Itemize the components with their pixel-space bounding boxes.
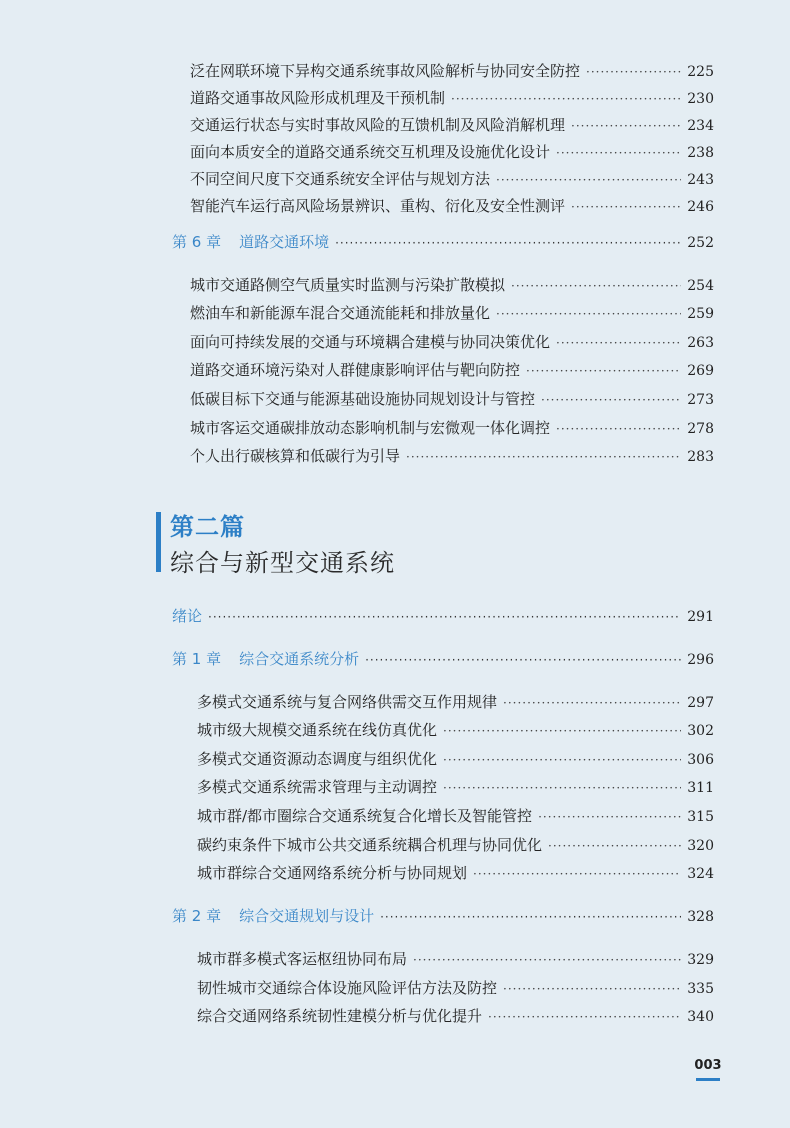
toc-entry	[197, 692, 714, 713]
entry-page: 302	[687, 723, 714, 739]
entry-title: 城市群综合交通网络系统分析与协同规划	[197, 864, 468, 882]
toc-entry	[190, 196, 714, 217]
entry-title: 低碳目标下交通与能源基础设施协同规划设计与管控	[190, 390, 536, 408]
entry-title: 面向本质安全的道路交通系统交互机理及设施优化设计	[190, 143, 551, 161]
leader-dots	[451, 89, 681, 109]
entry-title: 多模式交通资源动态调度与组织优化	[197, 750, 438, 768]
leader-dots	[365, 650, 681, 670]
entry-title: 城市群/都市圈综合交通系统复合化增长及智能管控	[197, 807, 533, 825]
leader-dots	[556, 419, 681, 439]
chapter-page: 328	[687, 909, 714, 925]
entry-page: 335	[687, 981, 714, 997]
intro-title: 绪论	[172, 607, 203, 625]
entry-page: 259	[687, 306, 714, 322]
chapter-title: 综合交通系统分析	[239, 650, 360, 668]
leader-dots	[526, 361, 681, 381]
entry-page: 297	[687, 695, 714, 711]
toc-entry	[190, 303, 714, 324]
leader-dots	[556, 333, 681, 353]
leader-dots	[541, 390, 681, 410]
entry-title: 城市交通路侧空气质量实时监测与污染扩散模拟	[190, 276, 506, 294]
chapter-title: 综合交通规划与设计	[239, 907, 375, 925]
entry-title: 多模式交通系统需求管理与主动调控	[197, 778, 438, 796]
toc-entry	[190, 446, 714, 467]
leader-dots	[503, 693, 681, 713]
entry-title: 面向可持续发展的交通与环境耦合建模与协同决策优化	[190, 333, 551, 351]
chapter-title: 道路交通环境	[239, 233, 330, 251]
entry-page: 306	[687, 752, 714, 768]
entry-page: 278	[687, 421, 714, 437]
entry-title: 综合交通网络系统韧性建模分析与优化提升	[197, 1007, 483, 1025]
entry-page: 315	[687, 809, 714, 825]
toc-entry	[197, 949, 714, 970]
leader-dots	[548, 836, 681, 856]
intro-heading	[172, 606, 714, 627]
toc-entry	[190, 332, 714, 353]
page-number-underline	[696, 1078, 720, 1081]
entry-page: 320	[687, 838, 714, 854]
entry-title: 多模式交通系统与复合网络供需交互作用规律	[197, 693, 498, 711]
entry-page: 234	[687, 118, 714, 134]
toc-entry	[197, 777, 714, 798]
leader-dots	[571, 116, 681, 136]
entry-title: 燃油车和新能源车混合交通流能耗和排放量化	[190, 304, 491, 322]
chapter-heading	[172, 232, 714, 253]
part-title: 综合与新型交通系统	[170, 549, 395, 577]
leader-dots	[503, 979, 681, 999]
toc-entry	[190, 169, 714, 190]
entry-page: 269	[687, 363, 714, 379]
toc-entry	[190, 275, 714, 296]
leader-dots	[413, 950, 681, 970]
intro-page: 291	[687, 609, 714, 625]
chapter-page: 296	[687, 652, 714, 668]
leader-dots	[380, 907, 681, 927]
chapter-page: 252	[687, 235, 714, 251]
entry-title: 道路交通事故风险形成机理及干预机制	[190, 89, 446, 107]
toc-entry	[197, 806, 714, 827]
toc-entry	[190, 389, 714, 410]
leader-dots	[443, 750, 681, 770]
entry-page: 283	[687, 449, 714, 465]
entry-title: 泛在网联环境下异构交通系统事故风险解析与协同安全防控	[190, 62, 581, 80]
leader-dots	[496, 170, 681, 190]
chapter-number: 第 2 章	[172, 907, 222, 925]
leader-dots	[443, 778, 681, 798]
leader-dots	[335, 233, 681, 253]
leader-dots	[406, 447, 681, 467]
entry-title: 城市群多模式客运枢纽协同布局	[197, 950, 408, 968]
part-accent-bar	[156, 512, 161, 572]
entry-title: 个人出行碳核算和低碳行为引导	[190, 447, 401, 465]
chapter-heading	[172, 649, 714, 670]
entry-page: 263	[687, 335, 714, 351]
entry-title: 韧性城市交通综合体设施风险评估方法及防控	[197, 979, 498, 997]
page-number: 003	[694, 1058, 722, 1073]
toc-entry	[197, 1006, 714, 1027]
toc-entry	[190, 61, 714, 82]
leader-dots	[488, 1007, 681, 1027]
leader-dots	[571, 197, 681, 217]
entry-title: 城市客运交通碳排放动态影响机制与宏微观一体化调控	[190, 419, 551, 437]
entry-title: 碳约束条件下城市公共交通系统耦合机理与协同优化	[197, 836, 543, 854]
toc-entry	[190, 88, 714, 109]
entry-page: 254	[687, 278, 714, 294]
part-label: 第二篇	[170, 513, 245, 541]
entry-page: 230	[687, 91, 714, 107]
entry-page: 243	[687, 172, 714, 188]
chapter-number: 第 6 章	[172, 233, 222, 251]
leader-dots	[586, 62, 681, 82]
entry-title: 智能汽车运行高风险场景辨识、重构、衍化及安全性测评	[190, 197, 566, 215]
entry-page: 273	[687, 392, 714, 408]
entry-page: 246	[687, 199, 714, 215]
entry-page: 238	[687, 145, 714, 161]
chapter-heading	[172, 906, 714, 927]
entry-title: 交通运行状态与实时事故风险的互馈机制及风险消解机理	[190, 116, 566, 134]
toc-entry	[197, 863, 714, 884]
entry-page: 340	[687, 1009, 714, 1025]
leader-dots	[556, 143, 681, 163]
toc-entry	[197, 720, 714, 741]
leader-dots	[538, 807, 681, 827]
entry-title: 不同空间尺度下交通系统安全评估与规划方法	[190, 170, 491, 188]
toc-entry	[190, 360, 714, 381]
entry-page: 324	[687, 866, 714, 882]
toc-entry	[190, 142, 714, 163]
toc-entry	[197, 978, 714, 999]
leader-dots	[473, 864, 681, 884]
entry-page: 329	[687, 952, 714, 968]
toc-entry	[197, 835, 714, 856]
leader-dots	[443, 721, 681, 741]
entry-title: 城市级大规模交通系统在线仿真优化	[197, 721, 438, 739]
toc-entry	[190, 115, 714, 136]
toc-entry	[197, 749, 714, 770]
entry-page: 225	[687, 64, 714, 80]
entry-page: 311	[687, 780, 714, 796]
leader-dots	[511, 276, 681, 296]
entry-title: 道路交通环境污染对人群健康影响评估与靶向防控	[190, 361, 521, 379]
leader-dots	[496, 304, 681, 324]
toc-entry	[190, 418, 714, 439]
chapter-number: 第 1 章	[172, 650, 222, 668]
leader-dots	[208, 607, 681, 627]
